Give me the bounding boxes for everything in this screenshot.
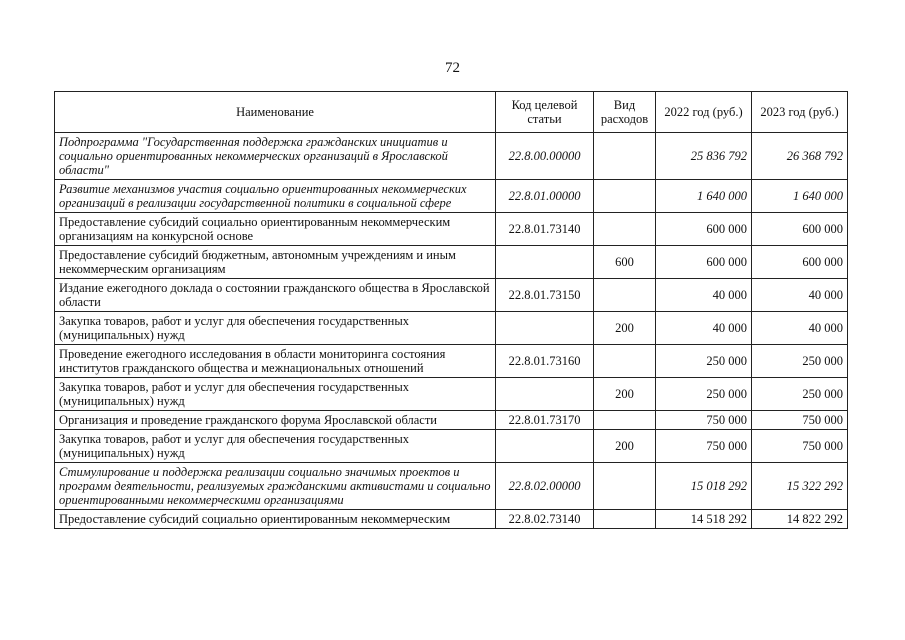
row-year-2023-cell: 40 000 xyxy=(752,279,848,312)
row-year-2023-cell: 250 000 xyxy=(752,345,848,378)
row-name-cell: Организация и проведение гражданского форума Ярославской области xyxy=(55,411,496,430)
header-year-2022: 2022 год (руб.) xyxy=(656,92,752,133)
row-expense-type-cell xyxy=(594,345,656,378)
table-row xyxy=(55,213,848,246)
row-year-2022-cell: 750 000 xyxy=(656,430,752,463)
table-header-row xyxy=(55,92,848,133)
row-expense-type-cell xyxy=(594,510,656,529)
row-year-2022-cell: 15 018 292 xyxy=(656,463,752,510)
row-year-2023-cell: 750 000 xyxy=(752,411,848,430)
row-year-2023-cell: 40 000 xyxy=(752,312,848,345)
row-expense-type-cell xyxy=(594,463,656,510)
row-name-cell: Закупка товаров, работ и услуг для обеспечения государственных (муниципальных) нужд xyxy=(55,378,496,411)
row-code-cell: 22.8.01.00000 xyxy=(496,180,594,213)
row-year-2022-cell: 40 000 xyxy=(656,312,752,345)
row-expense-type-cell xyxy=(594,133,656,180)
row-code-cell xyxy=(496,430,594,463)
row-year-2022-cell: 250 000 xyxy=(656,345,752,378)
page-number: 72 xyxy=(445,60,460,76)
row-expense-type-cell: 600 xyxy=(594,246,656,279)
table-row xyxy=(55,510,848,529)
row-code-cell: 22.8.00.00000 xyxy=(496,133,594,180)
table-body xyxy=(55,133,848,529)
row-name-cell: Подпрограмма "Государственная поддержка гражданских инициатив и социально ориентированных некоммерческих организаций в Ярославской области" xyxy=(55,133,496,180)
header-code: Код целевой статьи xyxy=(496,92,594,133)
row-expense-type-cell xyxy=(594,411,656,430)
header-year-2023: 2023 год (руб.) xyxy=(752,92,848,133)
row-code-cell: 22.8.01.73150 xyxy=(496,279,594,312)
row-name-cell: Развитие механизмов участия социально ориентированных некоммерческих организаций в реализации государственной политики в социальной сфере xyxy=(55,180,496,213)
table-row xyxy=(55,279,848,312)
row-code-cell: 22.8.01.73170 xyxy=(496,411,594,430)
row-code-cell: 22.8.01.73160 xyxy=(496,345,594,378)
row-code-cell xyxy=(496,312,594,345)
row-year-2022-cell: 1 640 000 xyxy=(656,180,752,213)
row-code-cell xyxy=(496,378,594,411)
row-year-2023-cell: 600 000 xyxy=(752,246,848,279)
row-year-2022-cell: 40 000 xyxy=(656,279,752,312)
row-name-cell: Закупка товаров, работ и услуг для обеспечения государственных (муниципальных) нужд xyxy=(55,430,496,463)
row-year-2022-cell: 14 518 292 xyxy=(656,510,752,529)
row-name-cell: Проведение ежегодного исследования в области мониторинга состояния институтов гражданского общества и межнациональных отношений xyxy=(55,345,496,378)
row-code-cell xyxy=(496,246,594,279)
table-row xyxy=(55,463,848,510)
row-expense-type-cell xyxy=(594,213,656,246)
row-expense-type-cell: 200 xyxy=(594,312,656,345)
row-expense-type-cell xyxy=(594,180,656,213)
row-year-2023-cell: 1 640 000 xyxy=(752,180,848,213)
row-year-2023-cell: 26 368 792 xyxy=(752,133,848,180)
row-year-2022-cell: 750 000 xyxy=(656,411,752,430)
row-year-2023-cell: 750 000 xyxy=(752,430,848,463)
row-code-cell: 22.8.02.73140 xyxy=(496,510,594,529)
budget-table xyxy=(54,91,848,529)
row-expense-type-cell: 200 xyxy=(594,430,656,463)
table-row xyxy=(55,312,848,345)
table-row xyxy=(55,411,848,430)
table-row xyxy=(55,246,848,279)
row-expense-type-cell xyxy=(594,279,656,312)
table-row xyxy=(55,345,848,378)
row-year-2023-cell: 15 322 292 xyxy=(752,463,848,510)
row-name-cell: Предоставление субсидий социально ориентированным некоммерческим организациям на конкурсной основе xyxy=(55,213,496,246)
row-year-2023-cell: 14 822 292 xyxy=(752,510,848,529)
table-row xyxy=(55,180,848,213)
table-row xyxy=(55,430,848,463)
row-name-cell: Стимулирование и поддержка реализации социально значимых проектов и программ деятельности, реализуемых гражданскими активистами и социально ориентированными некоммерческими организациями xyxy=(55,463,496,510)
row-code-cell: 22.8.02.00000 xyxy=(496,463,594,510)
row-year-2022-cell: 250 000 xyxy=(656,378,752,411)
row-year-2022-cell: 25 836 792 xyxy=(656,133,752,180)
table-row xyxy=(55,133,848,180)
table-row xyxy=(55,378,848,411)
header-name: Наименование xyxy=(55,92,496,133)
row-year-2023-cell: 250 000 xyxy=(752,378,848,411)
row-name-cell: Предоставление субсидий бюджетным, автономным учреждениям и иным некоммерческим организациям xyxy=(55,246,496,279)
row-year-2022-cell: 600 000 xyxy=(656,246,752,279)
row-year-2022-cell: 600 000 xyxy=(656,213,752,246)
row-name-cell: Предоставление субсидий социально ориентированным некоммерческим xyxy=(55,510,496,529)
row-name-cell: Издание ежегодного доклада о состоянии гражданского общества в Ярославской области xyxy=(55,279,496,312)
header-expense-type: Вид расходов xyxy=(594,92,656,133)
row-name-cell: Закупка товаров, работ и услуг для обеспечения государственных (муниципальных) нужд xyxy=(55,312,496,345)
row-expense-type-cell: 200 xyxy=(594,378,656,411)
row-code-cell: 22.8.01.73140 xyxy=(496,213,594,246)
row-year-2023-cell: 600 000 xyxy=(752,213,848,246)
